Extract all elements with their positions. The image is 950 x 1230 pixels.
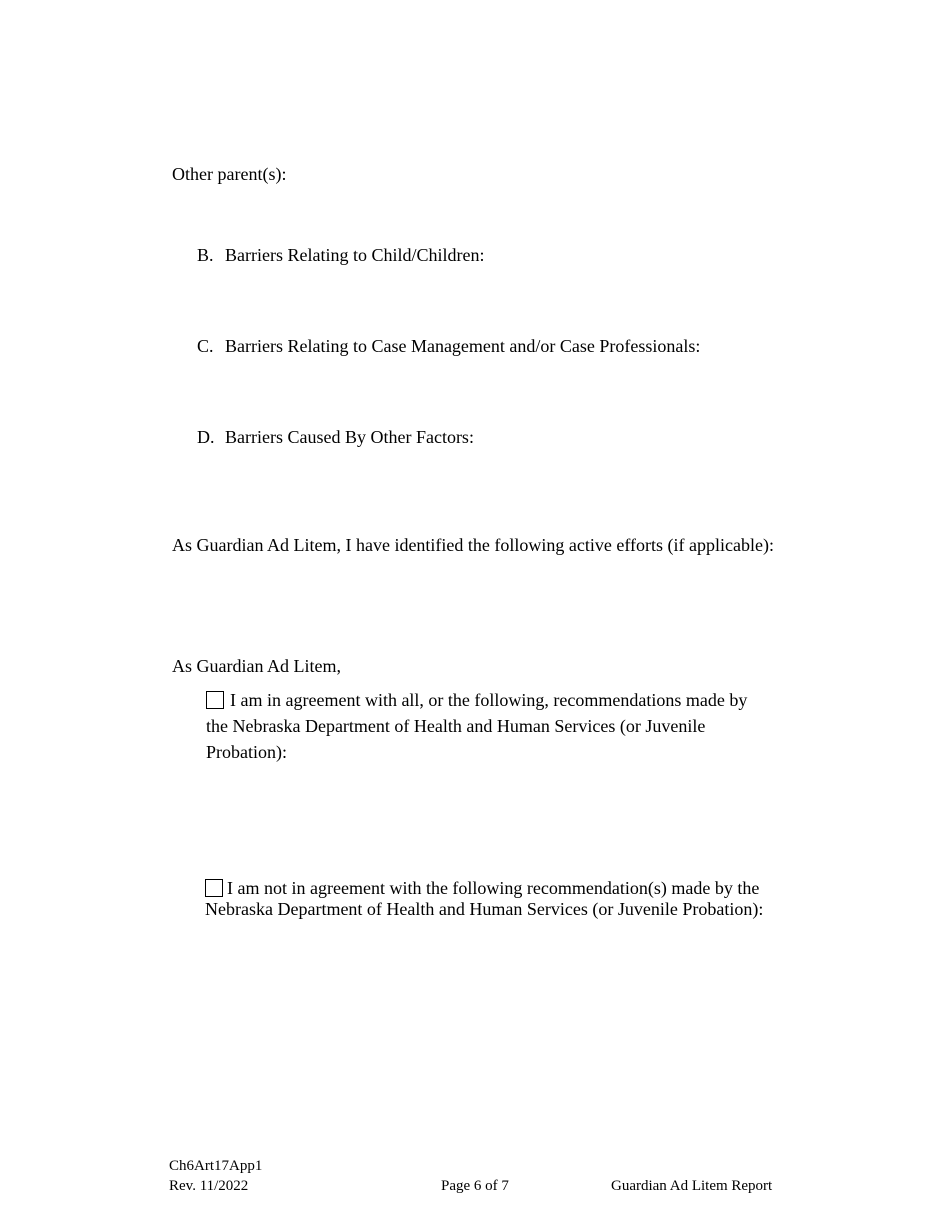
gal-intro: As Guardian Ad Litem,	[172, 656, 341, 676]
other-parents-label: Other parent(s):	[172, 164, 287, 184]
disagreement-paragraph	[205, 878, 763, 920]
agreement-line-1: I am in agreement with all, or the following, recommendations made by	[230, 690, 748, 710]
barrier-text: Barriers Caused By Other Factors:	[225, 427, 474, 447]
barrier-text: Barriers Relating to Case Management and/or Case Professionals:	[225, 336, 701, 356]
active-efforts-statement: As Guardian Ad Litem, I have identified the following active efforts (if applicable):	[172, 535, 774, 555]
footer-title: Guardian Ad Litem Report	[611, 1178, 773, 1194]
barrier-letter: C.	[197, 336, 214, 356]
barrier-text: Barriers Relating to Child/Children:	[225, 245, 485, 265]
footer-page-number: Page 6 of 7	[441, 1178, 509, 1194]
barrier-letter: B.	[197, 245, 214, 265]
barrier-item-c	[197, 335, 700, 357]
agreement-checkbox[interactable]	[206, 691, 224, 709]
barrier-item-d	[197, 426, 474, 448]
disagreement-line-1: I am not in agreement with the following recommendation(s) made by the	[227, 878, 760, 898]
footer-form-code: Ch6Art17App1	[169, 1158, 263, 1174]
agreement-line-2: the Nebraska Department of Health and Human Services (or Juvenile	[206, 716, 706, 736]
barrier-item-b	[197, 244, 484, 266]
agreement-paragraph	[206, 687, 747, 765]
disagreement-line-2: Nebraska Department of Health and Human Services (or Juvenile Probation):	[205, 899, 764, 919]
footer-revision: Rev. 11/2022	[169, 1178, 249, 1194]
barrier-letter: D.	[197, 427, 215, 447]
disagreement-checkbox[interactable]	[205, 879, 223, 897]
agreement-line-3: Probation):	[206, 742, 287, 762]
